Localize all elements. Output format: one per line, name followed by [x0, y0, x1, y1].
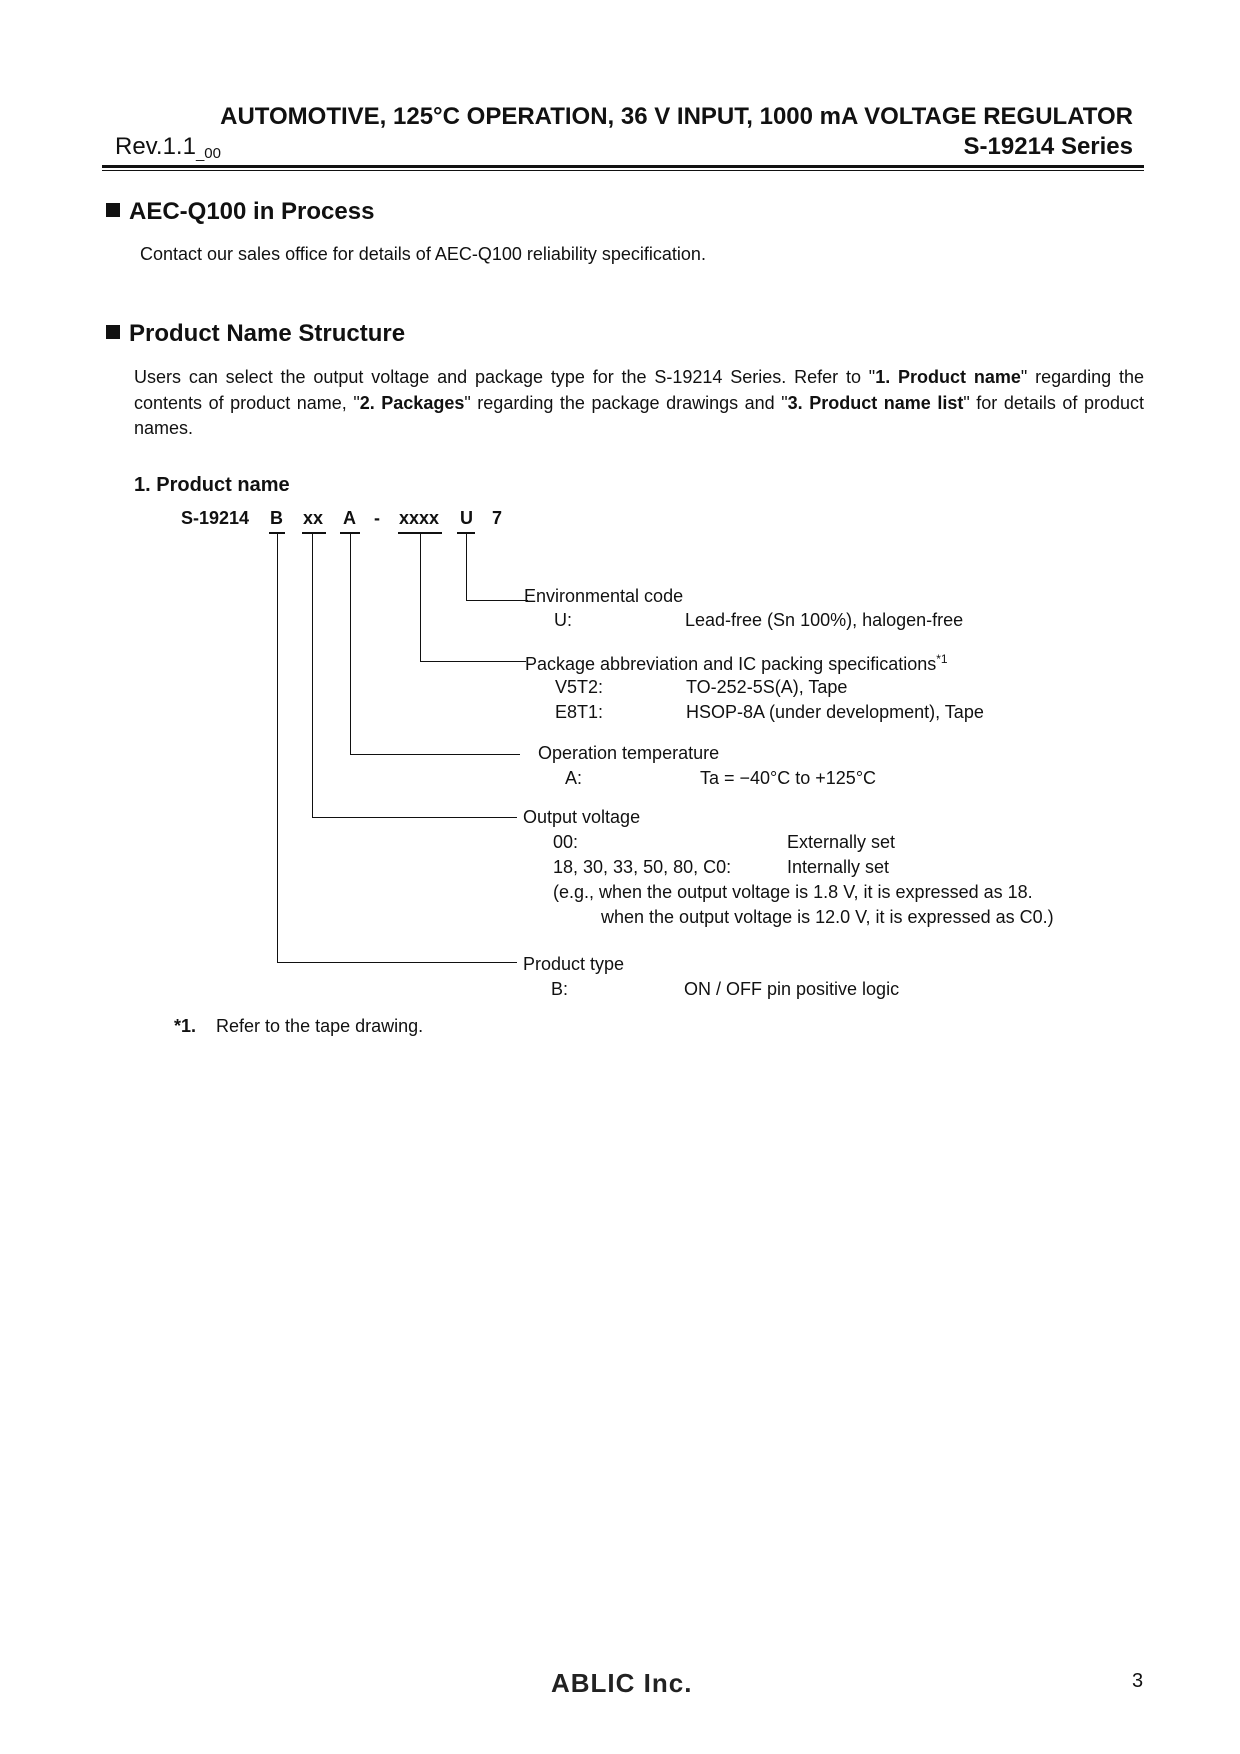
footnote-text: Refer to the tape drawing. [216, 1016, 424, 1036]
header-rule-thin [102, 170, 1144, 171]
code-env: U [460, 508, 473, 528]
voltage-value-2: Internally set [787, 857, 890, 877]
type-key: B: [551, 979, 569, 999]
temp-value: Ta = −40°C to +125°C [700, 768, 877, 788]
connector-voltage-horizontal [312, 817, 517, 818]
subsection-product-name: 1. Product name [134, 474, 290, 496]
square-bullet-icon [106, 325, 120, 339]
code-temp: A [343, 508, 356, 528]
package-label [525, 652, 948, 675]
section-title-pns-text: Product Name Structure [129, 320, 406, 347]
env-code-value: Lead-free (Sn 100%), halogen-free [685, 610, 964, 630]
type-label: Product type [523, 954, 625, 974]
section-title-aec [106, 198, 374, 226]
connector-type-horizontal [277, 962, 517, 963]
code-seven: 7 [492, 508, 503, 528]
env-code-label: Environmental code [524, 586, 684, 606]
temp-key: A: [565, 768, 583, 788]
connector-package-vertical [420, 532, 421, 662]
package-label-text: Package abbreviation and IC packing specifications [525, 654, 937, 674]
code-type: B [270, 508, 283, 528]
connector-voltage-vertical [312, 532, 313, 818]
type-value: ON / OFF pin positive logic [684, 979, 900, 999]
pns-ref-packages: 2. Packages [359, 392, 465, 413]
code-prefix: S-19214 [181, 508, 250, 528]
pns-ref-product-name-list: 3. Product name list [787, 392, 964, 413]
revision-label [115, 133, 221, 162]
company-logo: ABLIC Inc. [551, 1668, 693, 1698]
temp-label: Operation temperature [538, 743, 720, 763]
voltage-key-2: 18, 30, 33, 50, 80, C0: [553, 857, 732, 877]
code-voltage: xx [303, 508, 324, 528]
pns-text-3: " regarding the package drawings and " [464, 392, 788, 413]
voltage-example-1: (e.g., when the output voltage is 1.8 V, it is expressed as 18. [553, 882, 1033, 902]
document-title: AUTOMOTIVE, 125°C OPERATION, 36 V INPUT, 1000 mA VOLTAGE REGULATOR [220, 103, 1133, 130]
package-value-2: HSOP-8A (under development), Tape [686, 702, 984, 722]
voltage-label: Output voltage [523, 807, 641, 827]
series-name: S-19214 Series [963, 133, 1133, 160]
voltage-key-1: 00: [553, 832, 579, 852]
footnote-mark: *1. [174, 1016, 197, 1036]
header-rule-thick [102, 165, 1144, 168]
footnote [174, 1016, 423, 1037]
pns-ref-product-name: 1. Product name [875, 367, 1021, 387]
code-package: xxxx [399, 508, 440, 528]
square-bullet-icon [106, 203, 120, 217]
pns-paragraph [134, 365, 1144, 442]
voltage-example-2: when the output voltage is 12.0 V, it is expressed as C0.) [601, 907, 1054, 927]
package-footnote-ref: *1 [936, 652, 948, 666]
underline-voltage [302, 532, 326, 534]
package-value-1: TO-252-5S(A), Tape [686, 677, 848, 697]
package-key-2: E8T1: [555, 702, 604, 722]
section-title-pns [106, 320, 405, 348]
revision-sub: _00 [195, 145, 221, 162]
connector-env-vertical [466, 532, 467, 601]
connector-env-horizontal [466, 600, 528, 601]
pns-text-4: " for details of product names. [134, 392, 1145, 438]
connector-type-vertical [277, 532, 278, 963]
section-title-aec-text: AEC-Q100 in Process [129, 198, 375, 225]
aec-text: Contact our sales office for details of AEC-Q100 reliability specification. [140, 244, 706, 264]
voltage-value-1: Externally set [787, 832, 896, 852]
code-dash: - [374, 508, 380, 528]
env-code-key: U: [554, 610, 572, 630]
package-key-1: V5T2: [555, 677, 604, 697]
pns-text-2: " regarding the contents of product name, " [134, 367, 1144, 413]
connector-temp-horizontal [350, 754, 520, 755]
pns-text-1: Users can select the output voltage and package type for the S-19214 Series. Refer to " [134, 367, 876, 387]
page-number: 3 [1132, 1670, 1144, 1692]
connector-package-horizontal [420, 661, 526, 662]
revision-main: Rev.1.1 [115, 133, 196, 160]
connector-temp-vertical [350, 532, 351, 755]
